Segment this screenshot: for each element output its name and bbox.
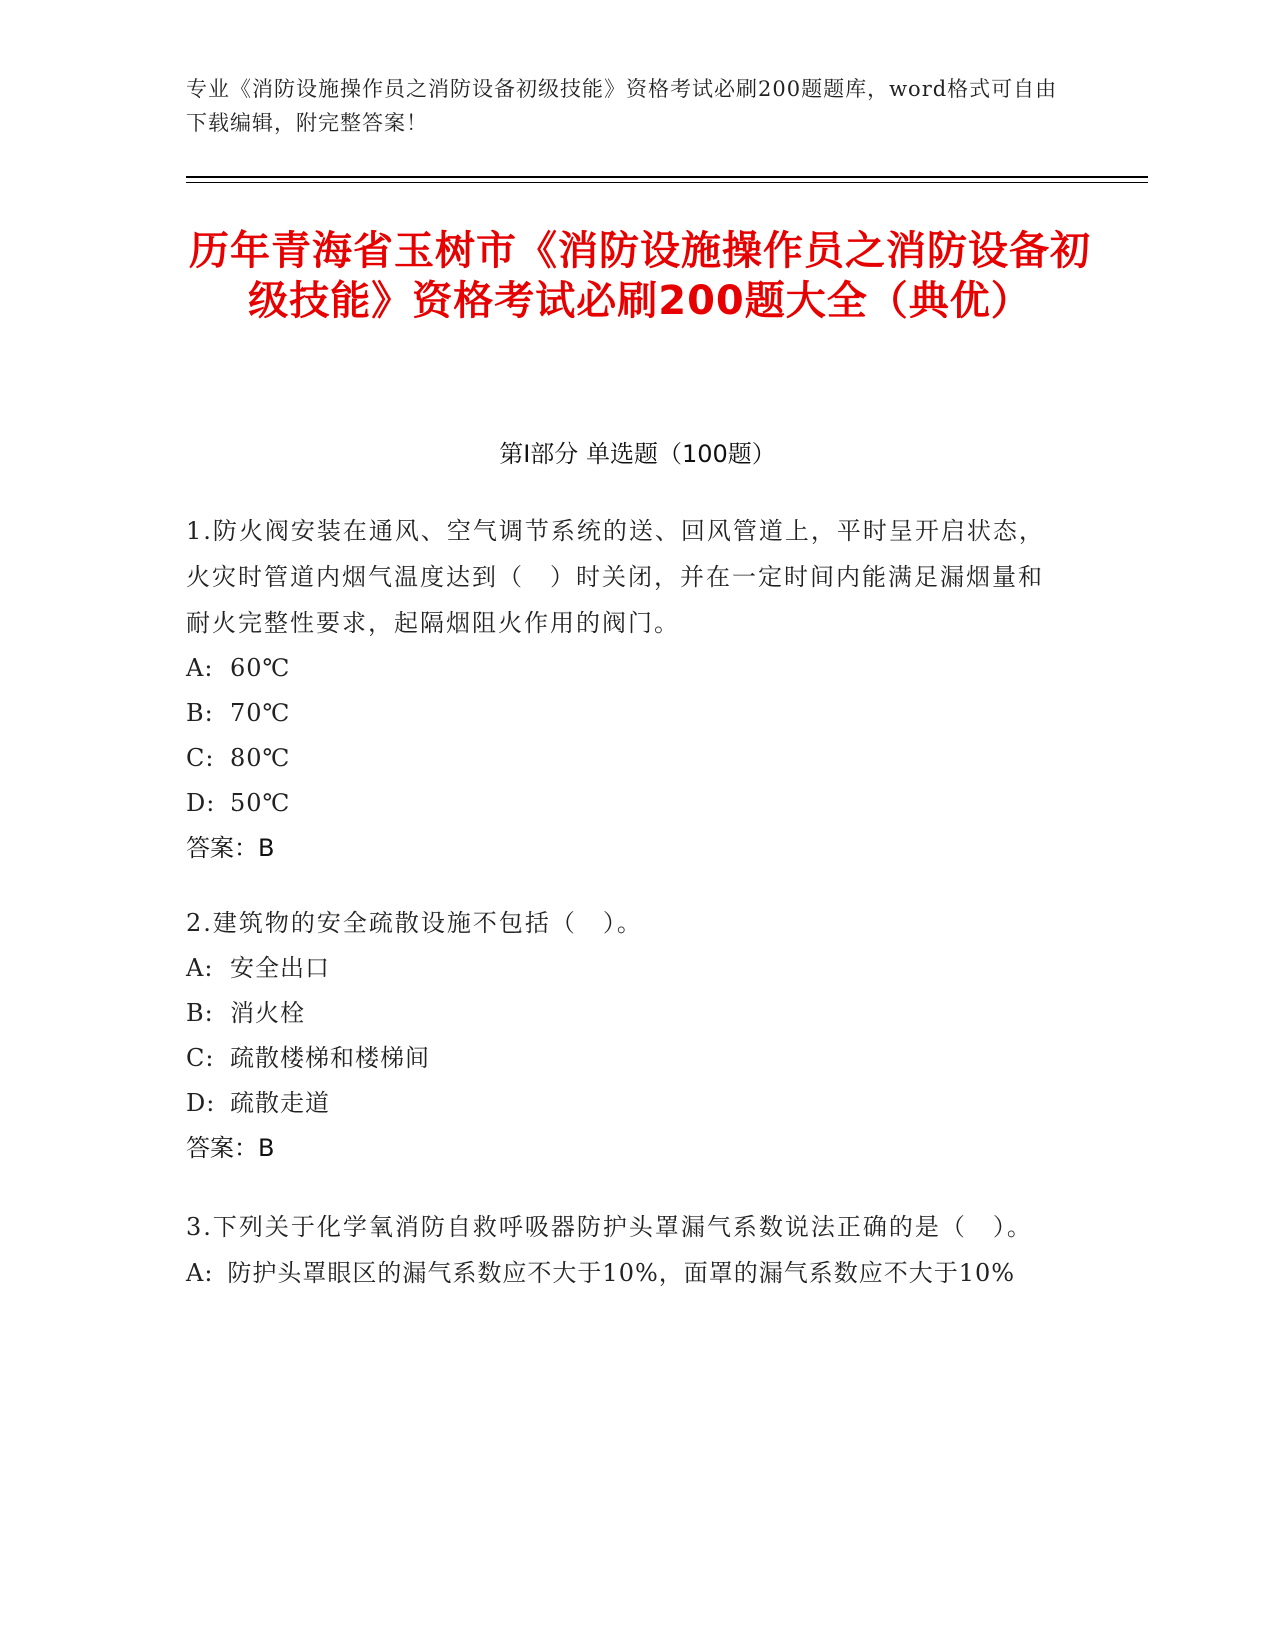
option-label: C: — [186, 744, 215, 772]
option-label: B: — [186, 699, 214, 727]
option-text: 50℃ — [230, 789, 291, 817]
option-text: 消火栓 — [230, 999, 305, 1027]
option-a — [186, 1250, 1066, 1296]
option-text: 安全出口 — [230, 954, 330, 982]
option-label: B: — [186, 999, 214, 1027]
option-text: 70℃ — [230, 699, 291, 727]
question-stem: 3.下列关于化学氧消防自救呼吸器防护头罩漏气系数说法正确的是（ ）。 — [186, 1213, 1033, 1241]
option-c — [186, 736, 1066, 781]
option-label: A: — [186, 654, 214, 682]
section-heading: 第Ⅰ部分 单选题（100题） — [499, 440, 776, 468]
question-stem: 2.建筑物的安全疏散设施不包括（ ）。 — [186, 909, 643, 937]
option-label: A: — [186, 1259, 214, 1287]
option-label: D: — [186, 1089, 216, 1117]
option-text: 疏散走道 — [230, 1089, 330, 1117]
option-label: C: — [186, 1044, 215, 1072]
answer-line: 答案：B — [186, 1134, 275, 1162]
option-text: 80℃ — [230, 744, 291, 772]
option-a — [186, 646, 1066, 691]
header-divider-thick — [186, 176, 1148, 178]
option-b — [186, 691, 1066, 736]
question-3 — [186, 1204, 1066, 1296]
question-1 — [186, 508, 1066, 871]
header-divider-thin — [186, 182, 1148, 183]
document-title: 历年青海省玉树市《消防设施操作员之消防设备初级技能》资格考试必刷200题大全（典优） — [189, 228, 1091, 324]
option-label: A: — [186, 954, 214, 982]
option-text: 60℃ — [230, 654, 291, 682]
option-text: 防护头罩眼区的漏气系数应不大于10%，面罩的漏气系数应不大于10% — [227, 1259, 1016, 1287]
option-d — [186, 781, 1066, 826]
question-stem: 1.防火阀安装在通风、空气调节系统的送、回风管道上，平时呈开启状态，火灾时管道内烟气温度达到（ ）时关闭，并在一定时间内能满足漏烟量和耐火完整性要求，起隔烟阻火作用的阀门。 — [186, 517, 1045, 637]
header-note: 专业《消防设施操作员之消防设备初级技能》资格考试必刷200题题库，word格式可自由下载编辑，附完整答案！ — [186, 77, 1058, 135]
answer-line: 答案：B — [186, 834, 275, 862]
option-a — [186, 946, 1066, 991]
option-b — [186, 991, 1066, 1036]
option-d — [186, 1081, 1066, 1126]
option-label: D: — [186, 789, 216, 817]
option-c — [186, 1036, 1066, 1081]
question-2 — [186, 900, 1066, 1171]
option-text: 疏散楼梯和楼梯间 — [230, 1044, 430, 1072]
